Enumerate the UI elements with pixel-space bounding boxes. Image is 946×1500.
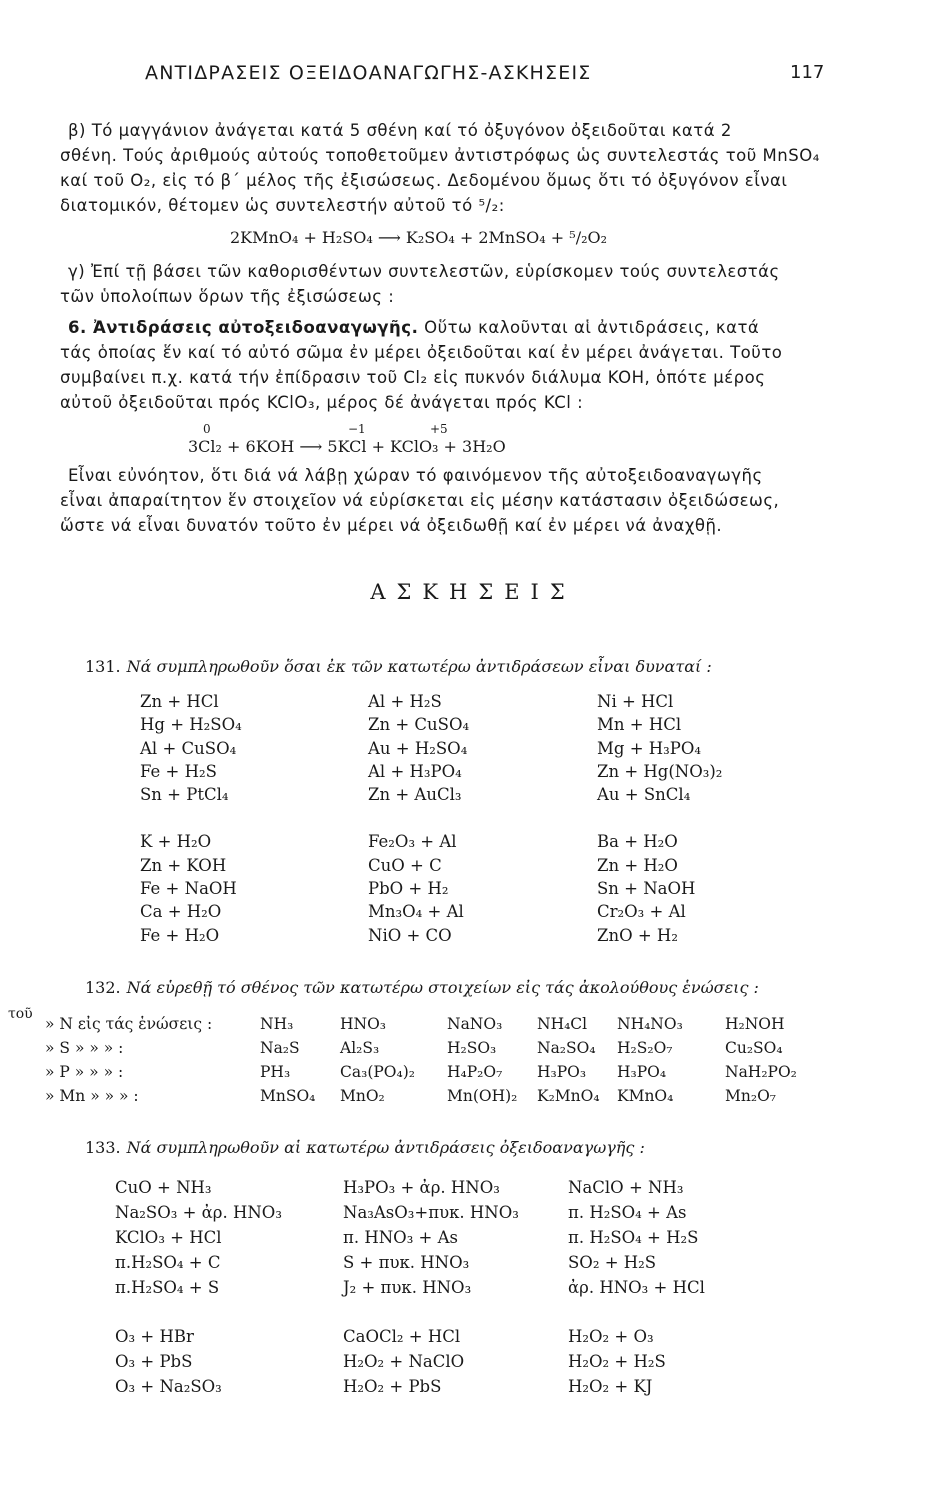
section-6-first-line <box>68 318 759 337</box>
reaction-item: Fe + H₂S <box>140 761 217 781</box>
reaction-item: π. HNO₃ + As <box>343 1228 459 1247</box>
exercise-132-prompt <box>85 978 759 997</box>
row-label: » N εἰς τάς ἑνώσεις : <box>45 1015 213 1033</box>
exercise-133-prompt <box>85 1138 645 1157</box>
exercise-text: Νά συμπληρωθοῦν αἱ κατωτέρω ἀντιδράσεις ὀξειδοαναγωγῆς : <box>126 1138 645 1157</box>
compound: H₃PO₃ <box>537 1063 587 1081</box>
reaction-item: H₃PO₃ + ἀρ. HNO₃ <box>343 1178 500 1197</box>
reaction-item: Al + H₃PO₄ <box>368 761 462 781</box>
reaction-item: π. H₂SO₄ + H₂S <box>568 1228 699 1247</box>
ex133-column-3 <box>568 1175 705 1399</box>
reaction-item: H₂O₂ + H₂S <box>568 1352 666 1371</box>
reaction-item: Zn + HCl <box>140 692 219 711</box>
reaction-item: π. H₂SO₄ + As <box>568 1203 687 1222</box>
running-title: ΑΝΤΙΔΡΑΣΕΙΣ ΟΞΕΙΔΟΑΝΑΓΩΓΗΣ-ΑΣΚΗΣΕΙΣ <box>145 62 592 84</box>
compound: Na₂SO₄ <box>537 1039 596 1057</box>
reaction-item: Al + H₂S <box>368 692 442 711</box>
reaction-item: Na₃AsO₃+πυκ. HNO₃ <box>343 1203 519 1222</box>
compound: Mn₂O₇ <box>725 1087 776 1105</box>
text-line: συμβαίνει π.χ. κατά τήν ἐπίδρασιν τοῦ Cl₂ εἰς πυκνόν διάλυμα KOH, ὁπότε μέρος <box>60 368 766 387</box>
reaction-item: Mg + H₃PO₄ <box>597 738 702 758</box>
compound: NH₃ <box>260 1015 294 1033</box>
reaction-item: H₂O₂ + KJ <box>568 1377 653 1396</box>
reaction-item: ἀρ. HNO₃ + HCl <box>568 1278 705 1297</box>
oxidation-state-cl2: 0 <box>203 422 211 436</box>
row-label: » Mn » » » : <box>45 1087 139 1105</box>
reaction-item: π.H₂SO₄ + C <box>115 1253 221 1272</box>
exercise-number: 132. <box>85 978 121 997</box>
compound: Al₂S₃ <box>340 1039 380 1057</box>
reaction-item: π.H₂SO₄ + S <box>115 1278 220 1297</box>
reaction-item: CuO + NH₃ <box>115 1178 212 1197</box>
reaction-item: Zn + CuSO₄ <box>368 715 470 735</box>
reaction-item: Zn + Hg(NO₃)₂ <box>597 761 723 781</box>
text-line: σθένη. Τούς ἀριθμούς αὐτούς τοποθετοῦμεν ἀντιστρόφως ὡς συντελεστάς τοῦ MnSO₄ <box>60 146 820 165</box>
ex131-column-2 <box>368 690 469 947</box>
compound: PH₃ <box>260 1063 291 1081</box>
reaction-item: Zn + KOH <box>140 855 227 875</box>
compound: Ca₃(PO₄)₂ <box>340 1063 415 1081</box>
reaction-item: Fe₂O₃ + Al <box>368 832 457 852</box>
compound: K₂MnO₄ <box>537 1087 600 1105</box>
exercise-number: 133. <box>85 1138 121 1157</box>
reaction-item: O₃ + Na₂SO₃ <box>115 1377 222 1396</box>
reaction-item: NiO + CO <box>368 925 452 945</box>
oxidation-state-kcl: −1 <box>348 422 366 436</box>
reaction-item: Zn + H₂O <box>597 855 678 875</box>
reaction-item: KClO₃ + HCl <box>115 1228 222 1247</box>
reaction-item: Fe + NaOH <box>140 879 237 899</box>
reaction-item: K + H₂O <box>140 832 212 852</box>
reaction-item: CaOCl₂ + HCl <box>343 1327 461 1346</box>
text-line: εἶναι ἀπαραίτητον ἕν στοιχεῖον νά εὑρίσκεται εἰς μέσην κατάστασιν ὀξειδώσεως, <box>60 491 780 510</box>
reaction-item: Na₂SO₃ + ἀρ. HNO₃ <box>115 1203 282 1222</box>
exercise-text: Νά εὑρεθῇ τό σθένος τῶν κατωτέρω στοιχείων εἰς τάς ἀκολούθους ἑνώσεις : <box>126 978 759 997</box>
compound: H₂NOH <box>725 1015 785 1033</box>
text-line: διατομικόν, θέτομεν ὡς συντελεστήν αὐτοῦ τό ⁵/₂: <box>60 196 505 215</box>
compound: Na₂S <box>260 1039 300 1057</box>
text-line: ὥστε νά εἶναι δυνατόν τοῦτο ἐν μέρει νά ὀξειδωθῇ καί ἐν μέρει νά ἀναχθῇ. <box>60 516 723 535</box>
reaction-item: Hg + H₂SO₄ <box>140 715 242 735</box>
exercise-131-prompt <box>85 657 712 676</box>
reaction-item: Mn₃O₄ + Al <box>368 902 464 922</box>
reaction-item: Au + SnCl₄ <box>597 785 691 805</box>
compound: HNO₃ <box>340 1015 387 1033</box>
reaction-item: CuO + C <box>368 855 442 875</box>
reaction-item: S + πυκ. HNO₃ <box>343 1253 470 1272</box>
reaction-item: H₂O₂ + PbS <box>343 1377 442 1396</box>
reaction-item: Cr₂O₃ + Al <box>597 902 686 922</box>
reaction-item: Al + CuSO₄ <box>140 738 237 758</box>
reaction-item: Ni + HCl <box>597 692 674 711</box>
reaction-item: O₃ + HBr <box>115 1327 194 1346</box>
compound: KMnO₄ <box>617 1087 674 1105</box>
reaction-item: H₂O₂ + NaClO <box>343 1352 465 1371</box>
row-label: » S » » » : <box>45 1039 124 1057</box>
compound: H₂S₂O₇ <box>617 1039 673 1057</box>
reaction-item: Sn + PtCl₄ <box>140 785 229 805</box>
reaction-item: Zn + AuCl₃ <box>368 785 462 805</box>
reaction-item: SO₂ + H₂S <box>568 1253 657 1272</box>
text-line: τῶν ὑπολοίπων ὅρων τῆς ἐξισώσεως : <box>60 287 395 306</box>
reaction-item: Sn + NaOH <box>597 879 696 899</box>
oxidation-state-kclo3: +5 <box>430 422 448 436</box>
text-line: τάς ὁποίας ἕν καί τό αὐτό σῶμα ἐν μέρει ὀξειδοῦται καί ἐν μέρει ἀνάγεται. Τοῦτο <box>60 343 783 362</box>
reaction-item: Au + H₂SO₄ <box>368 738 468 758</box>
compound: MnSO₄ <box>260 1087 316 1105</box>
compound: H₂SO₃ <box>447 1039 497 1057</box>
ex133-column-2 <box>343 1175 519 1399</box>
equation-chlorine: 3Cl₂ + 6KOH ⟶ 5KCl + KClO₃ + 3H₂O <box>188 437 506 456</box>
row-prefix: τοῦ <box>8 1006 33 1022</box>
exercises-title: ΑΣΚΗΣΕΙΣ <box>370 580 576 604</box>
ex131-column-1 <box>140 690 242 947</box>
reaction-item: ZnO + H₂ <box>597 925 678 945</box>
text-line: Εἶναι εὐνόητον, ὅτι διά νά λάβῃ χώραν τό φαινόμενον τῆς αὐτοξειδοαναγωγῆς <box>68 466 763 485</box>
compound: NaNO₃ <box>447 1015 503 1033</box>
compound: NaH₂PO₂ <box>725 1063 797 1081</box>
reaction-item: O₃ + PbS <box>115 1352 193 1371</box>
text-line: καί τοῦ O₂, εἰς τό β΄ μέλος τῆς ἐξισώσεως. Δεδομένου ὅμως ὅτι τό ὀξυγόνον εἶναι <box>60 171 788 190</box>
reaction-item: Fe + H₂O <box>140 925 220 945</box>
reaction-item: Ba + H₂O <box>597 832 678 852</box>
reaction-item: H₂O₂ + O₃ <box>568 1327 654 1346</box>
text-line: γ) Ἐπί τῇ βάσει τῶν καθορισθέντων συντελεστῶν, εὑρίσκομεν τούς συντελεστάς <box>68 262 780 281</box>
ex133-column-1 <box>115 1175 282 1399</box>
reaction-item: PbO + H₂ <box>368 879 449 899</box>
page-header <box>0 62 946 92</box>
reaction-item: J₂ + πυκ. HNO₃ <box>343 1278 472 1297</box>
exercise-number: 131. <box>85 657 121 676</box>
ex131-column-3 <box>597 690 722 947</box>
compound: MnO₂ <box>340 1087 385 1105</box>
compound: Mn(OH)₂ <box>447 1087 518 1105</box>
compound: H₄P₂O₇ <box>447 1063 503 1081</box>
equation-kmno4: 2KMnO₄ + H₂SO₄ ⟶ K₂SO₄ + 2MnSO₄ + ⁵/₂O₂ <box>230 228 608 247</box>
text-line: β) Τό μαγγάνιον ἀνάγεται κατά 5 σθένη καί τό ὀξυγόνον ὀξειδοῦται κατά 2 <box>68 121 732 140</box>
reaction-item: NaClO + NH₃ <box>568 1178 684 1197</box>
compound: NH₄Cl <box>537 1015 588 1033</box>
compound: NH₄NO₃ <box>617 1015 683 1033</box>
section-heading: 6. Ἀντιδράσεις αὐτοξειδοαναγωγῆς. <box>68 318 419 337</box>
exercise-text: Νά συμπληρωθοῦν ὅσαι ἐκ τῶν κατωτέρω ἀντιδράσεων εἶναι δυναταί : <box>126 657 712 676</box>
row-label: » P » » » : <box>45 1063 124 1081</box>
page-number: 117 <box>790 62 825 83</box>
text-line: αὐτοῦ ὀξειδοῦται πρός KClO₃, μέρος δέ ἀνάγεται πρός KCl : <box>60 393 584 412</box>
reaction-item: Ca + H₂O <box>140 902 222 922</box>
reaction-item: Mn + HCl <box>597 715 682 735</box>
compound: Cu₂SO₄ <box>725 1039 783 1057</box>
text-span: Οὕτω καλοῦνται αἱ ἀντιδράσεις, κατά <box>424 318 760 337</box>
compound: H₃PO₄ <box>617 1063 667 1081</box>
